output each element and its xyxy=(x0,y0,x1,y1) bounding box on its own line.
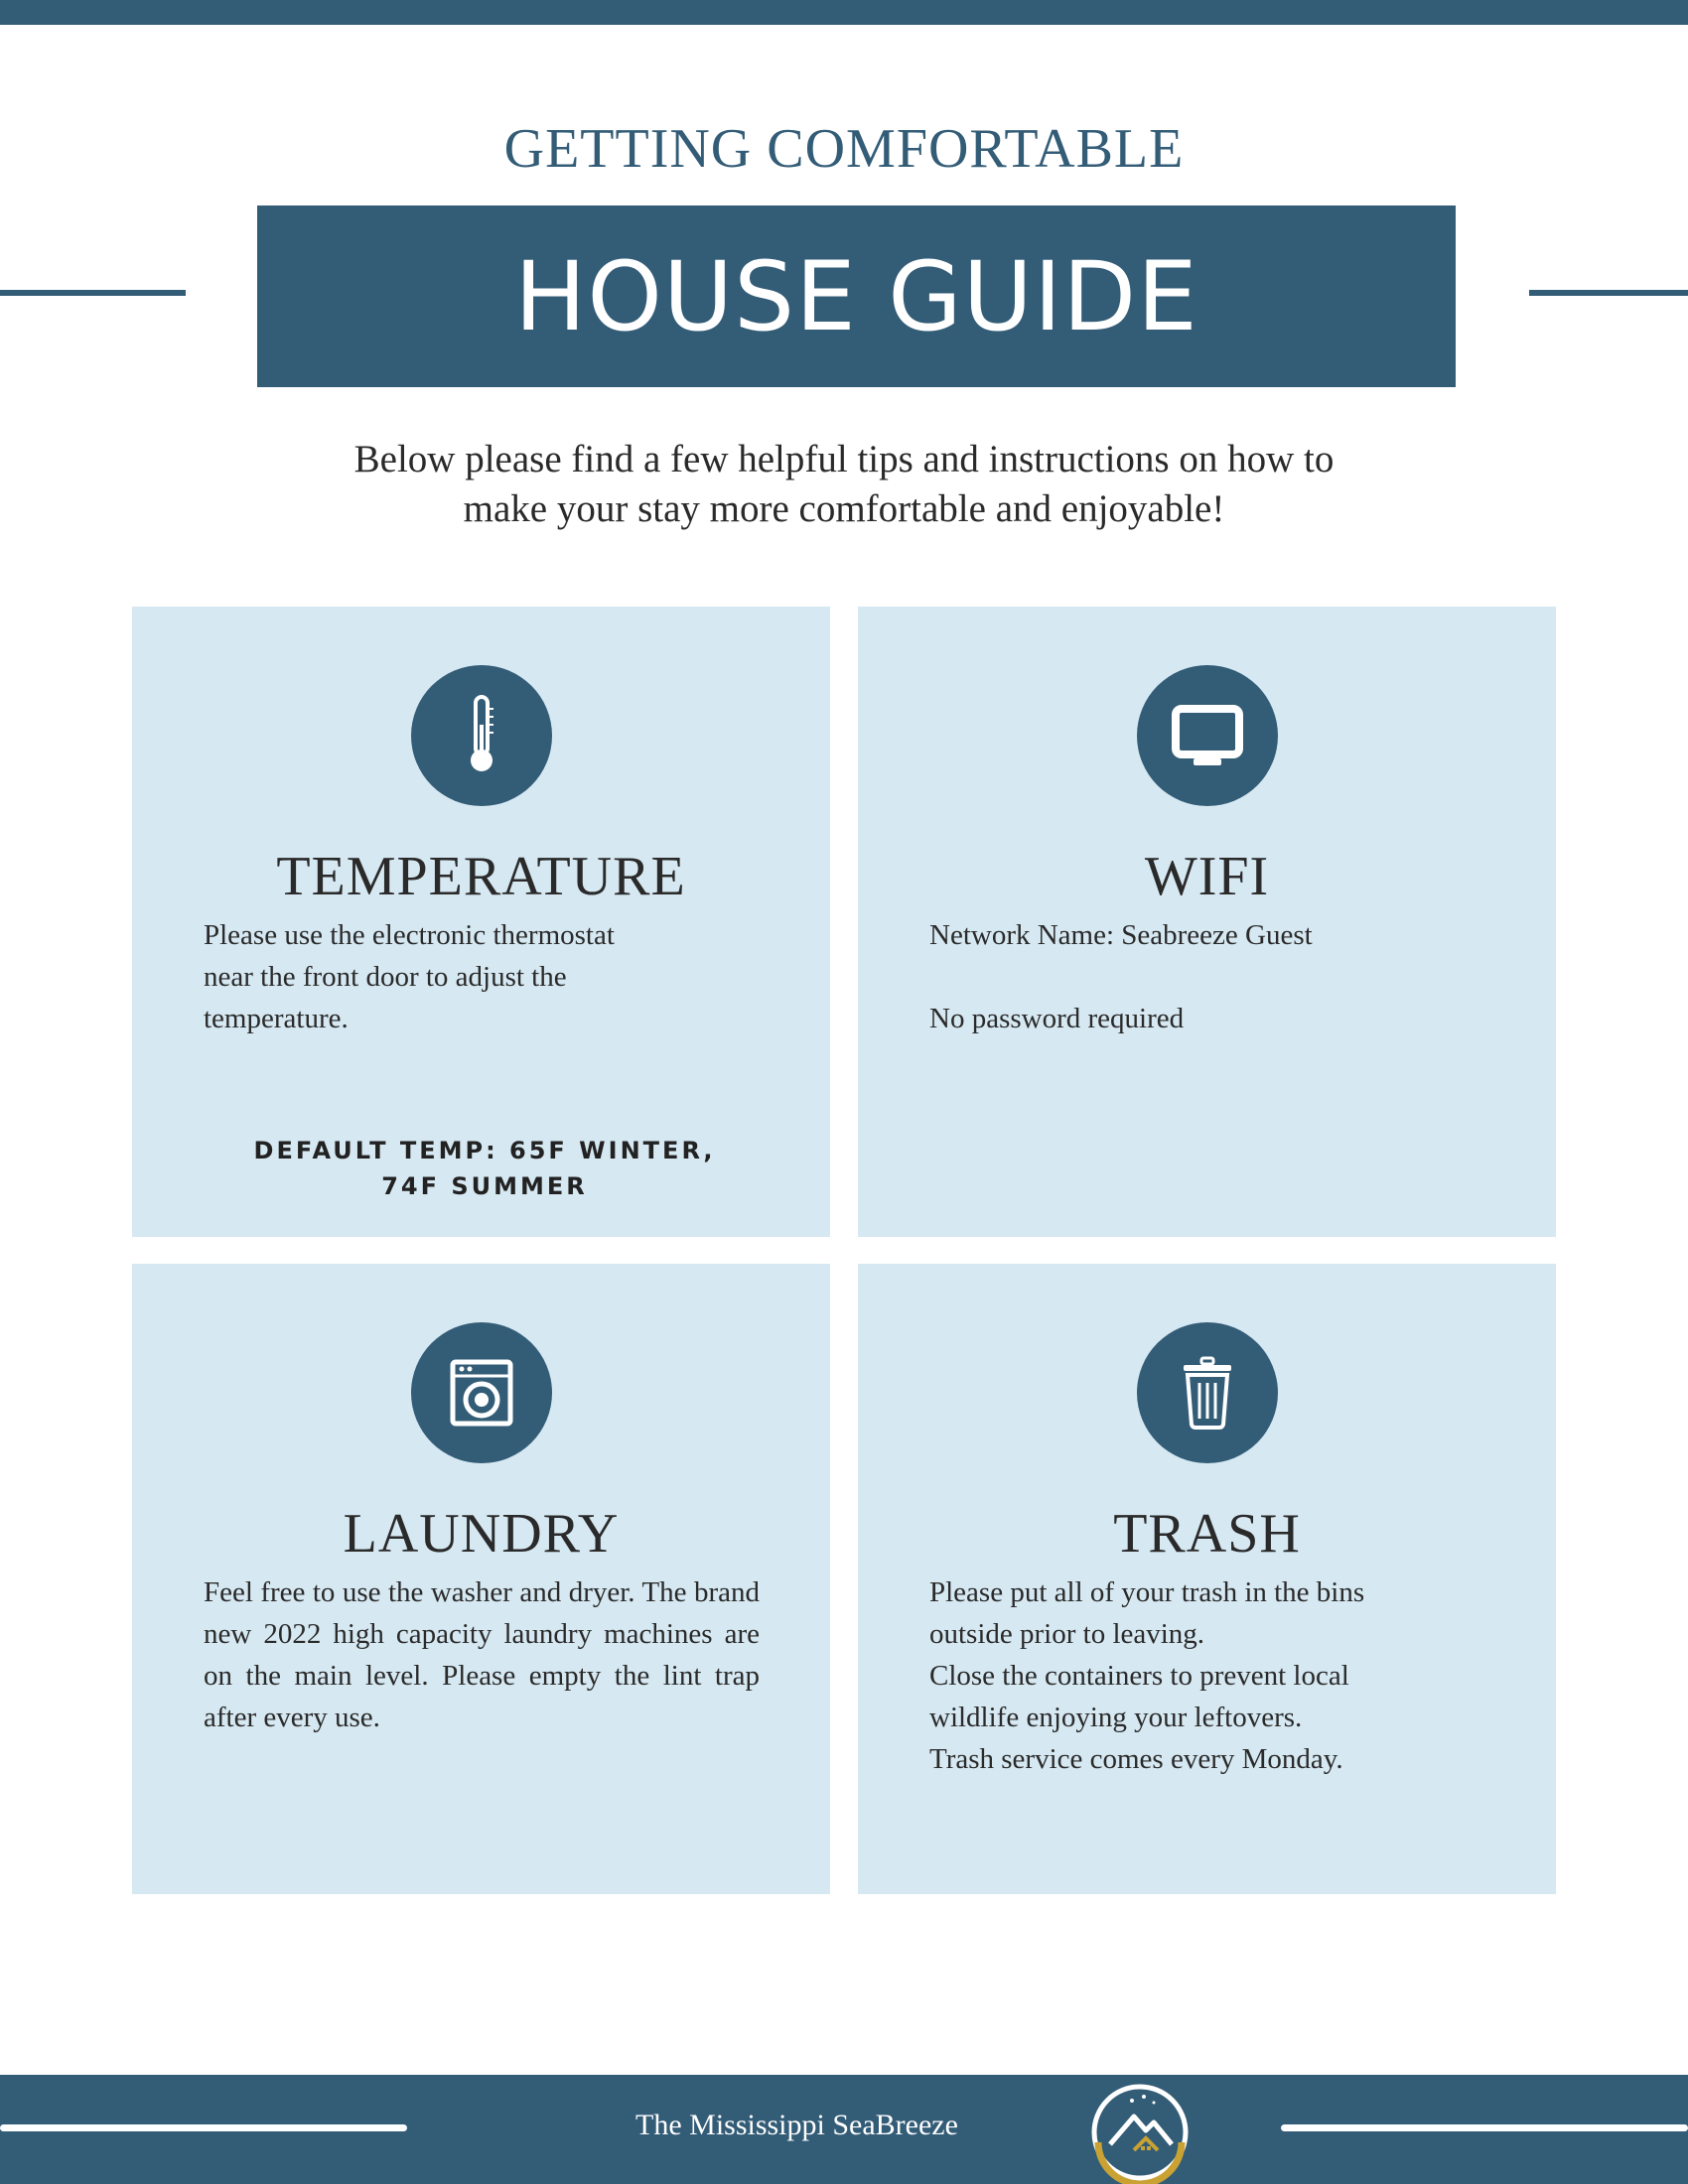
wifi-password-note: No password required xyxy=(929,1003,1185,1034)
trash-line-2: outside prior to leaving. xyxy=(929,1618,1205,1650)
trash-line-3: Close the containers to prevent local xyxy=(929,1660,1349,1692)
trash-title: TRASH xyxy=(1113,1503,1301,1565)
washing-machine-icon xyxy=(447,1358,516,1428)
page-subtitle: GETTING COMFORTABLE xyxy=(503,118,1185,180)
left-decorative-line xyxy=(0,290,186,296)
laundry-icon-circle xyxy=(411,1322,552,1463)
wifi-icon-circle xyxy=(1137,665,1278,806)
temperature-line-1: Please use the electronic thermostat xyxy=(204,919,615,951)
temperature-card xyxy=(132,607,830,1237)
house-logo-icon xyxy=(1088,2081,1192,2184)
footer-right-line xyxy=(1281,2124,1688,2131)
temperature-line-2: near the front door to adjust the xyxy=(204,961,567,993)
intro-line-1: Below please find a few helpful tips and instructions on how to xyxy=(353,438,1335,480)
trash-icon-circle xyxy=(1137,1322,1278,1463)
default-temp-line-1: DEFAULT TEMP: 65F WINTER, xyxy=(253,1137,716,1164)
temperature-text xyxy=(204,914,760,1039)
page-title: HOUSE GUIDE xyxy=(514,240,1198,352)
thermometer-icon xyxy=(452,691,511,780)
laundry-paragraph: Feel free to use the washer and dryer. The brand new 2022 high capacity laundry machines are on the main level. Please empty the lint trap after every use. xyxy=(204,1576,760,1733)
footer-left-line xyxy=(0,2124,407,2131)
default-temp-note xyxy=(211,1133,758,1204)
wifi-network-name: Network Name: Seabreeze Guest xyxy=(929,919,1313,951)
title-banner xyxy=(257,205,1456,387)
trash-line-4: wildlife enjoying your leftovers. xyxy=(929,1702,1303,1733)
trash-card xyxy=(858,1264,1556,1894)
top-accent-bar xyxy=(0,0,1688,25)
trash-line-5: Trash service comes every Monday. xyxy=(929,1743,1343,1775)
right-decorative-line xyxy=(1529,290,1688,296)
wifi-text xyxy=(929,914,1485,1039)
laundry-text xyxy=(204,1571,760,1738)
default-temp-line-2: 74F SUMMER xyxy=(381,1172,588,1200)
footer-brand: The Mississippi SeaBreeze xyxy=(635,2109,958,2141)
temperature-line-3: temperature. xyxy=(204,1003,349,1034)
intro-text xyxy=(248,435,1440,534)
monitor-icon xyxy=(1170,701,1245,770)
laundry-card xyxy=(132,1264,830,1894)
temperature-icon-circle xyxy=(411,665,552,806)
trash-text xyxy=(929,1571,1485,1780)
laundry-title: LAUNDRY xyxy=(343,1503,620,1565)
trash-line-1: Please put all of your trash in the bins xyxy=(929,1576,1365,1608)
trash-can-icon xyxy=(1178,1355,1237,1431)
footer-bar xyxy=(0,2075,1688,2184)
wifi-title: WIFI xyxy=(1144,846,1270,907)
wifi-card xyxy=(858,607,1556,1237)
temperature-title: TEMPERATURE xyxy=(276,846,686,907)
intro-line-2: make your stay more comfortable and enjoyable! xyxy=(463,487,1225,530)
